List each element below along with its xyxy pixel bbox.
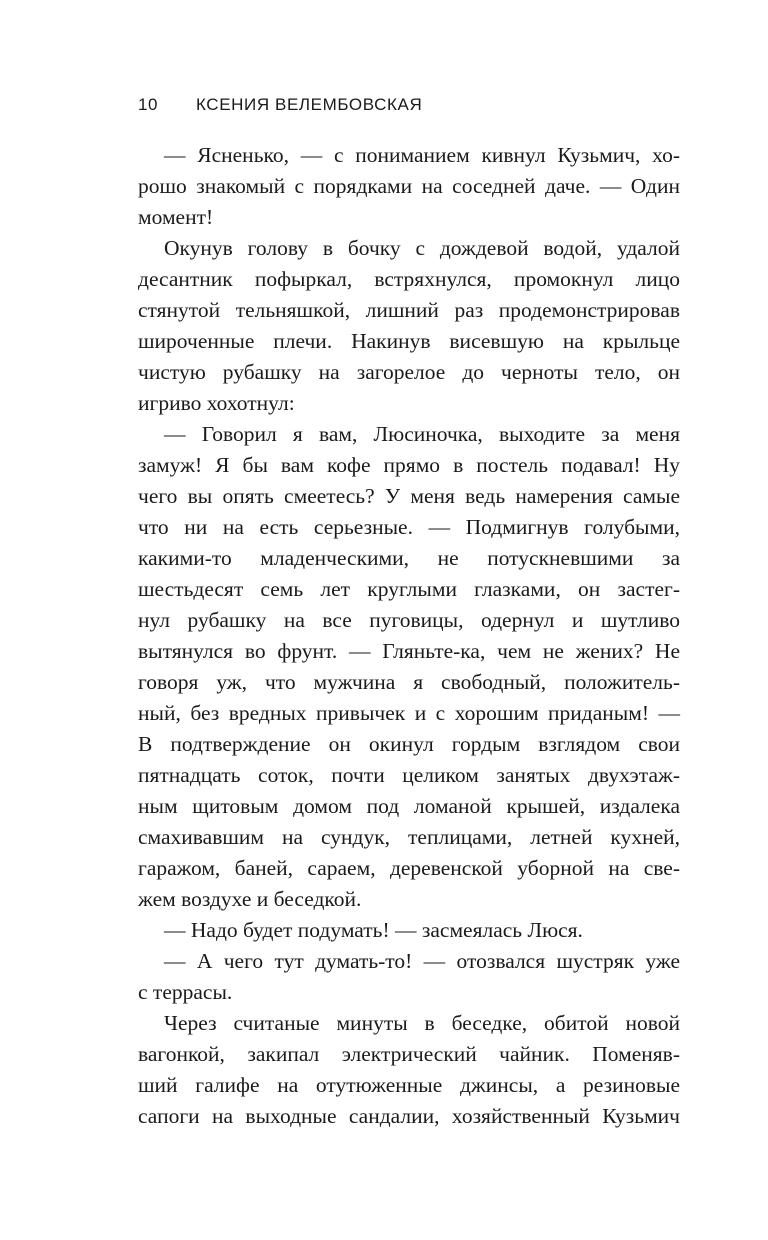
text-line: момент!	[138, 205, 214, 229]
text-line: Окунув голову в бочку с дождевой водой, удалой	[164, 236, 680, 260]
text-line: жем воздухе и беседкой.	[138, 887, 362, 911]
text-line: ный, без вредных привычек и с хорошим приданым! —	[138, 701, 680, 725]
text-line: десантник пофыркал, встряхнулся, промокнул лицо	[138, 267, 680, 291]
body-text	[138, 140, 680, 1132]
text-line: стянутой тельняшкой, лишний раз продемонстрировав	[138, 298, 680, 322]
text-line: с террасы.	[138, 980, 233, 1004]
text-line: замуж! Я бы вам кофе прямо в постель подавал! Ну	[138, 453, 680, 477]
text-line: — А чего тут думать-то! — отозвался шустряк уже	[164, 949, 680, 973]
text-line: игриво хохотнул:	[138, 391, 295, 415]
text-line: смахивавшим на сундук, теплицами, летней кухней,	[138, 825, 680, 849]
text-line: пятнадцать соток, почти целиком занятых двухэтаж-	[138, 763, 680, 787]
text-line: рошо знакомый с порядками на соседней даче. — Один	[138, 174, 680, 198]
text-line: — Ясненько, — с пониманием кивнул Кузьмич, хо-	[164, 143, 680, 167]
text-line: — Надо будет подумать! — засмеялась Люся.	[164, 918, 583, 942]
running-head	[138, 95, 422, 115]
text-line: ший галифе на отутюженные джинсы, а резиновые	[138, 1073, 680, 1097]
text-line: чистую рубашку на загорелое до черноты тело, он	[138, 360, 680, 384]
text-line: говоря уж, что мужчина я свободный, положитель-	[138, 670, 680, 694]
text-line: чего вы опять смеетесь? У меня ведь намерения самые	[138, 484, 680, 508]
text-line: гаражом, баней, сараем, деревенской уборной на све-	[138, 856, 680, 880]
text-line: Через считаные минуты в беседке, обитой новой	[164, 1011, 680, 1035]
text-line: сапоги на выходные сандалии, хозяйственный Кузьмич	[138, 1104, 680, 1128]
page-number: 10	[138, 95, 159, 114]
text-line: вагонкой, закипал электрический чайник. Поменяв-	[138, 1042, 680, 1066]
text-line: что ни на есть серьезные. — Подмигнув голубыми,	[138, 515, 680, 539]
author-name: КСЕНИЯ ВЕЛЕМБОВСКАЯ	[196, 95, 423, 114]
text-line: вытянулся во фрунт. — Гляньте-ка, чем не жених? Не	[138, 639, 680, 663]
text-line: — Говорил я вам, Люсиночка, выходите за меня	[164, 422, 680, 446]
text-line: ным щитовым домом под ломаной крышей, издалека	[138, 794, 680, 818]
text-line: нул рубашку на все пуговицы, одернул и шутливо	[138, 608, 680, 632]
text-line: широченные плечи. Накинув висевшую на крыльце	[138, 329, 680, 353]
text-line: какими-то младенческими, не потускневшими за	[138, 546, 680, 570]
text-line: шестьдесят семь лет круглыми глазками, он застег-	[138, 577, 680, 601]
text-line: В подтверждение он окинул гордым взглядом свои	[138, 732, 680, 756]
